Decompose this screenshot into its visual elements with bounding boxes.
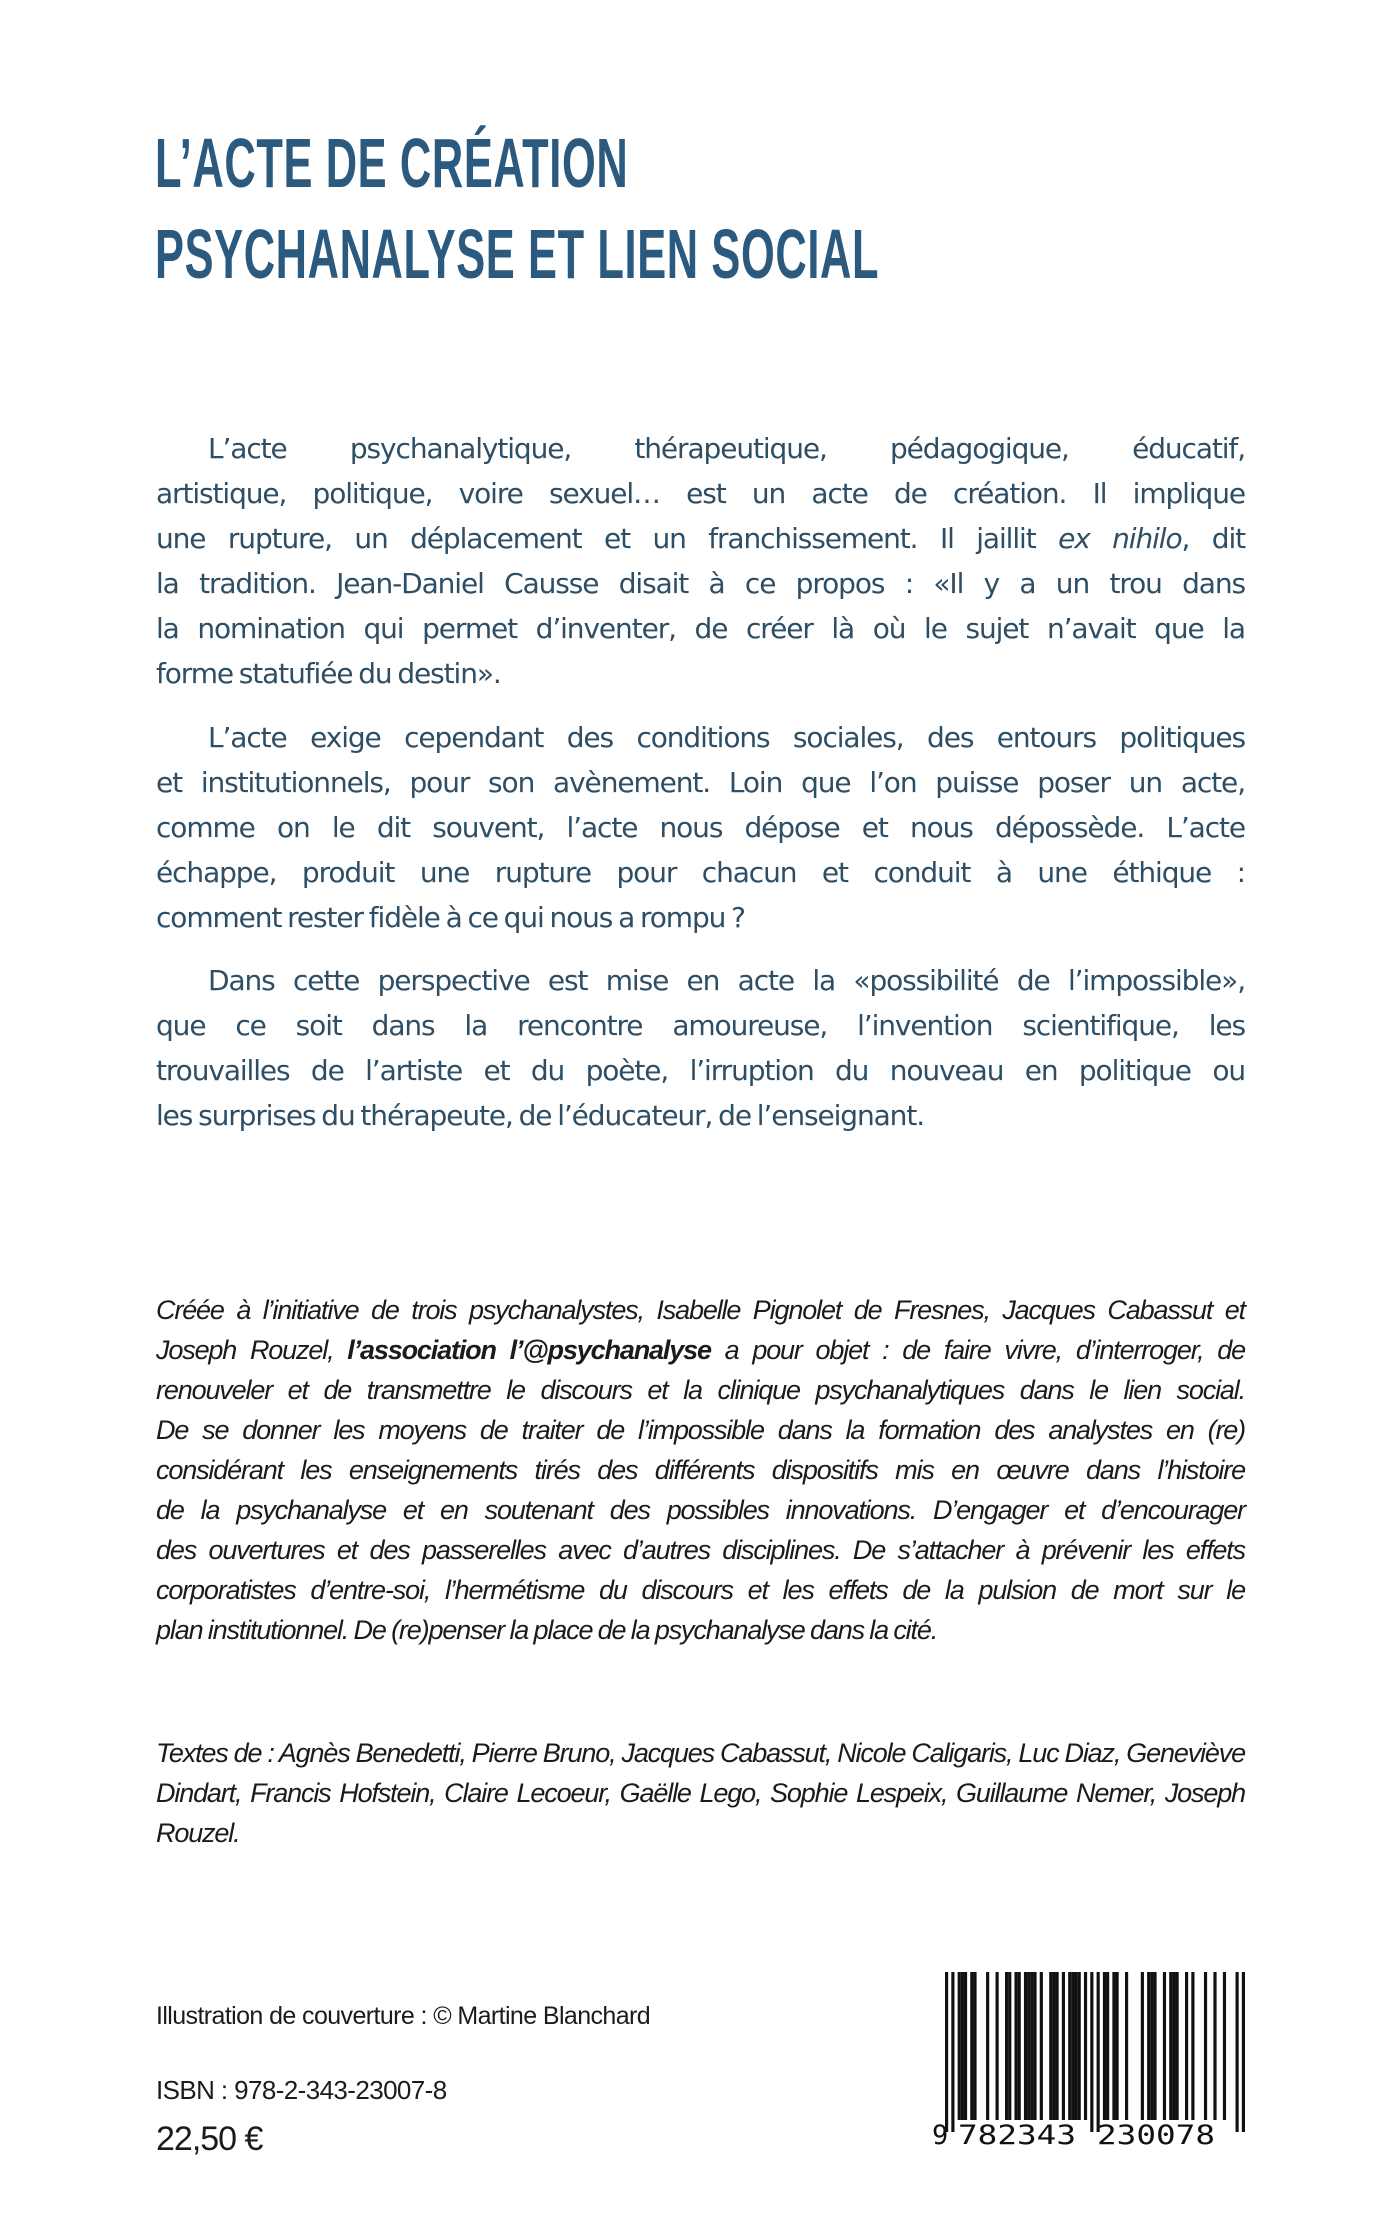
paragraph-line: L’acte psychanalytique, thérapeutique, pédagogique, éducatif, [208,432,1245,465]
illustration-credit: Illustration de couverture : © Martine Blanchard [156,2002,651,2030]
book-title [155,118,879,300]
association-line-suffix: a pour objet : de faire vivre, d’interroger, de [710,1335,1245,1365]
barcode-icon [930,1972,1250,2152]
association-line-with-name [156,1330,1245,1370]
summary-paragraph-3 [156,958,1245,1138]
paragraph-line: les surprises du thérapeute, de l’éducateur, de l’enseignant. [156,1099,924,1132]
paragraph-line: artistique, politique, voire sexuel… est un acte de création. Il implique [156,477,1245,510]
association-line: Créée à l’initiative de trois psychanalystes, Isabelle Pignolet de Fresnes, Jacques Cabassut et [156,1295,1245,1325]
association-line: plan institutionnel. De (re)penser la place de la psychanalyse dans la cité. [156,1615,938,1645]
contributors-line: Rouzel. [156,1818,240,1848]
association-line: de la psychanalyse et en soutenant des possibles innovations. D’engager et d’encourager [156,1495,1245,1525]
paragraph-line: Dans cette perspective est mise en acte la «possibilité de l’impossible», [208,964,1245,997]
paragraph-line: la nomination qui permet d’inventer, de créer là où le sujet n’avait que la [156,612,1245,645]
paragraph-line: comme on le dit souvent, l’acte nous dépose et nous dépossède. L’acte [156,811,1245,844]
association-line: considérant les enseignements tirés des différents dispositifs mis en œuvre dans l’histoire [156,1455,1245,1485]
paragraph-line: trouvailles de l’artiste et du poète, l’irruption du nouveau en politique ou [156,1054,1245,1087]
paragraph-line: L’acte exige cependant des conditions sociales, des entours politiques [208,721,1245,754]
association-line: De se donner les moyens de traiter de l’impossible dans la formation des analystes en (re) [156,1415,1245,1445]
contributors-line: Textes de : Agnès Benedetti, Pierre Bruno, Jacques Cabassut, Nicole Caligaris, Luc Diaz, Geneviève [156,1738,1245,1768]
barcode-digits-right: 230078 [1097,2120,1215,2151]
title-line-2: PSYCHANALYSE ET LIEN SOCIAL [155,215,880,293]
paragraph-line: comment rester fidèle à ce qui nous a rompu ? [156,901,745,934]
isbn: ISBN : 978-2-343-23007-8 [156,2075,447,2105]
association-line-prefix: Joseph Rouzel, [156,1335,348,1365]
title-line-1: L’ACTE DE CRÉATION [155,124,629,202]
contributors-list [156,1733,1245,1853]
association-line: des ouvertures et des passerelles avec d’autres disciplines. De s’attacher à prévenir les effets [156,1535,1245,1565]
paragraph-line: que ce soit dans la rencontre amoureuse, l’invention scientifique, les [156,1009,1245,1042]
barcode-digit-first: 9 [932,2120,949,2151]
association-line: corporatistes d’entre-soi, l’hermétisme du discours et les effets de la pulsion de mort sur le [156,1575,1245,1605]
barcode-digits-left: 782343 [958,2120,1076,2151]
paragraph-line: la tradition. Jean-Daniel Causse disait à ce propos : «Il y a un trou dans [156,567,1245,600]
summary-paragraph-2 [156,715,1245,940]
association-line: renouveler et de transmettre le discours et la clinique psychanalytiques dans le lien social. [156,1375,1245,1405]
paragraph-line: forme statufiée du destin». [156,657,501,690]
paragraph-line-with-italic: une rupture, un déplacement et un franchissement. Il jaillit ex nihilo, dit [156,522,1245,555]
paragraph-line: et institutionnels, pour son avènement. Loin que l’on puisse poser un acte, [156,766,1245,799]
association-name: l’association l’@psychanalyse [347,1335,711,1365]
ean-barcode [930,1972,1250,2152]
italic-latin-phrase: ex nihilo [1058,522,1182,555]
association-description [156,1290,1245,1650]
paragraph-line: échappe, produit une rupture pour chacun et conduit à une éthique : [156,856,1245,889]
contributors-line: Dindart, Francis Hofstein, Claire Lecoeur, Gaëlle Lego, Sophie Lespeix, Guillaume Nemer, Joseph [156,1778,1245,1808]
summary-paragraph-1 [156,426,1245,696]
price: 22,50 € [156,2120,263,2158]
